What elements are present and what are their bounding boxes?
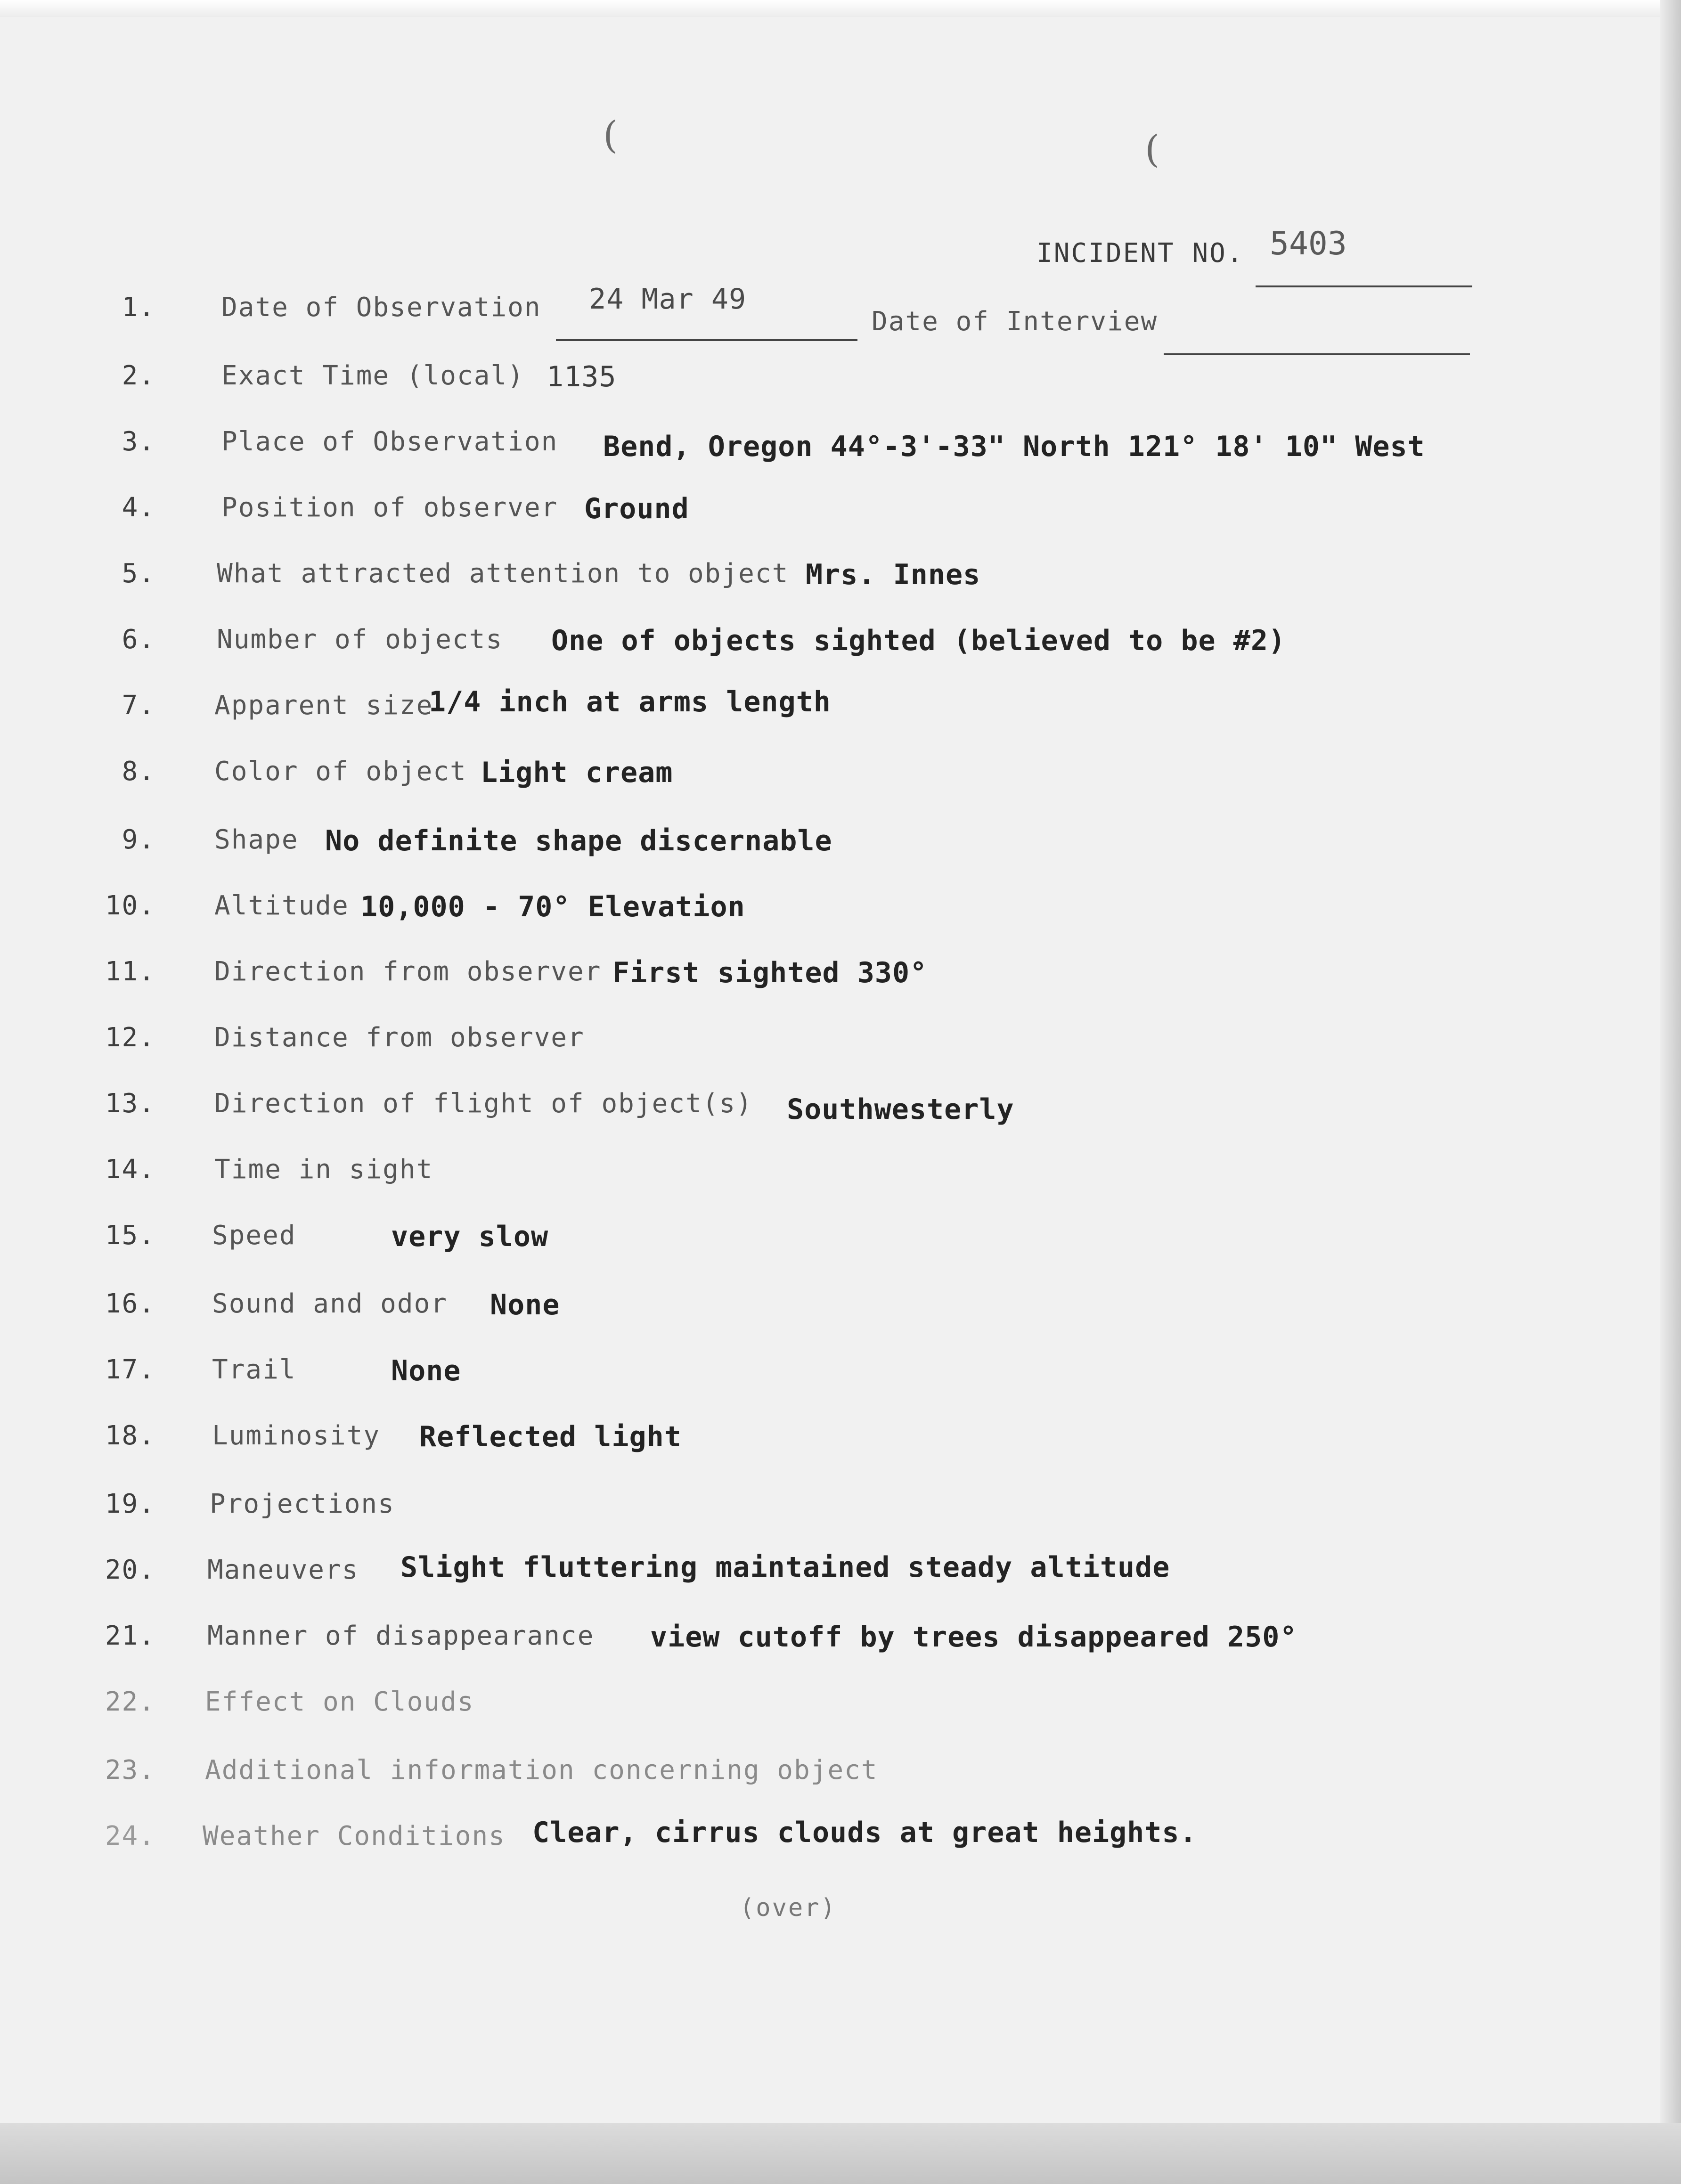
- item-label: Direction from observer: [214, 956, 602, 987]
- item-number: 6.: [122, 624, 155, 655]
- item-value: No definite shape discernable: [325, 824, 832, 857]
- item-value: None: [490, 1288, 560, 1321]
- item-value: One of objects sighted (believed to be #2): [551, 624, 1286, 657]
- item-number: 20.: [105, 1555, 155, 1585]
- item-value: Light cream: [481, 756, 673, 789]
- item-label: Distance from observer: [214, 1022, 585, 1053]
- item-number: 3.: [122, 426, 155, 457]
- item-value: 1/4 inch at arms length: [429, 685, 831, 718]
- item-label: Apparent size: [214, 690, 433, 721]
- item-label: Additional information concerning object: [205, 1755, 878, 1785]
- over-note: (over): [740, 1894, 837, 1922]
- item-label: Projections: [210, 1489, 395, 1519]
- item-number: 21.: [105, 1621, 155, 1651]
- item-value: view cutoff by trees disappeared 250°: [650, 1621, 1297, 1654]
- item-value: Southwesterly: [787, 1093, 1014, 1126]
- item-number: 16.: [105, 1288, 155, 1319]
- item-value: 1135: [547, 360, 617, 393]
- scan-border-top: [0, 0, 1681, 17]
- item-value: very slow: [391, 1220, 549, 1253]
- item-label: Direction of flight of object(s): [214, 1088, 753, 1119]
- item-number: 22.: [105, 1687, 155, 1717]
- item-label: What attracted attention to object: [217, 558, 789, 589]
- item-label: Number of objects: [217, 624, 503, 655]
- item-number: 7.: [122, 690, 155, 721]
- scan-border-bottom: [0, 2123, 1681, 2184]
- item-value: None: [391, 1354, 461, 1387]
- scan-artifact-mark: (: [1145, 127, 1160, 171]
- item-number: 4.: [122, 492, 155, 523]
- incident-label: INCIDENT NO.: [1036, 238, 1244, 269]
- item-label: Position of observer: [221, 492, 558, 523]
- item-number: 1.: [122, 292, 155, 323]
- item-label: Maneuvers: [207, 1555, 359, 1585]
- item-label: Date of Observation: [221, 292, 541, 323]
- incident-number: 5403: [1256, 225, 1472, 287]
- item-number: 17.: [105, 1354, 155, 1385]
- item-label: Trail: [212, 1354, 296, 1385]
- item-value: Ground: [584, 492, 689, 525]
- item-number: 19.: [105, 1489, 155, 1519]
- item-number: 14.: [105, 1154, 155, 1185]
- answer-line: [1164, 306, 1470, 355]
- item-value: Slight fluttering maintained steady altitude: [400, 1551, 1170, 1584]
- item-number: 15.: [105, 1220, 155, 1251]
- item-value: Clear, cirrus clouds at great heights.: [532, 1816, 1197, 1849]
- item-value: Mrs. Innes: [806, 558, 981, 591]
- item-value: 10,000 - 70° Elevation: [360, 890, 745, 923]
- item-number: 10.: [105, 890, 155, 921]
- item-number: 11.: [105, 956, 155, 987]
- item-label: Shape: [214, 824, 299, 855]
- item-label: Speed: [212, 1220, 296, 1251]
- item-number: 2.: [122, 360, 155, 391]
- item-label: Effect on Clouds: [205, 1687, 474, 1717]
- scan-border-right: [1660, 0, 1681, 2184]
- item-label: Date of Interview: [872, 306, 1158, 337]
- item-number: 5.: [122, 558, 155, 589]
- item-label: Manner of disappearance: [207, 1621, 595, 1651]
- scan-artifact-mark: (: [603, 113, 618, 157]
- item-number: 24.: [105, 1821, 155, 1851]
- item-number: 23.: [105, 1755, 155, 1785]
- item-value: Reflected light: [419, 1420, 682, 1453]
- item-label: Place of Observation: [221, 426, 558, 457]
- item-label: Altitude: [214, 890, 349, 921]
- item-label: Sound and odor: [212, 1288, 448, 1319]
- item-number: 9.: [122, 824, 155, 855]
- item-value: Bend, Oregon 44°-3'-33" North 121° 18' 10" West: [603, 430, 1425, 463]
- item-label: Color of object: [214, 756, 467, 787]
- item-number: 18.: [105, 1420, 155, 1451]
- item-number: 13.: [105, 1088, 155, 1119]
- item-label: Luminosity: [212, 1420, 381, 1451]
- item-label: Exact Time (local): [221, 360, 524, 391]
- item-number: 8.: [122, 756, 155, 787]
- item-label: Time in sight: [214, 1154, 433, 1185]
- item-number: 12.: [105, 1022, 155, 1053]
- item-value: 24 Mar 49: [589, 283, 747, 316]
- item-value: First sighted 330°: [612, 956, 928, 989]
- item-label: Weather Conditions: [203, 1821, 506, 1851]
